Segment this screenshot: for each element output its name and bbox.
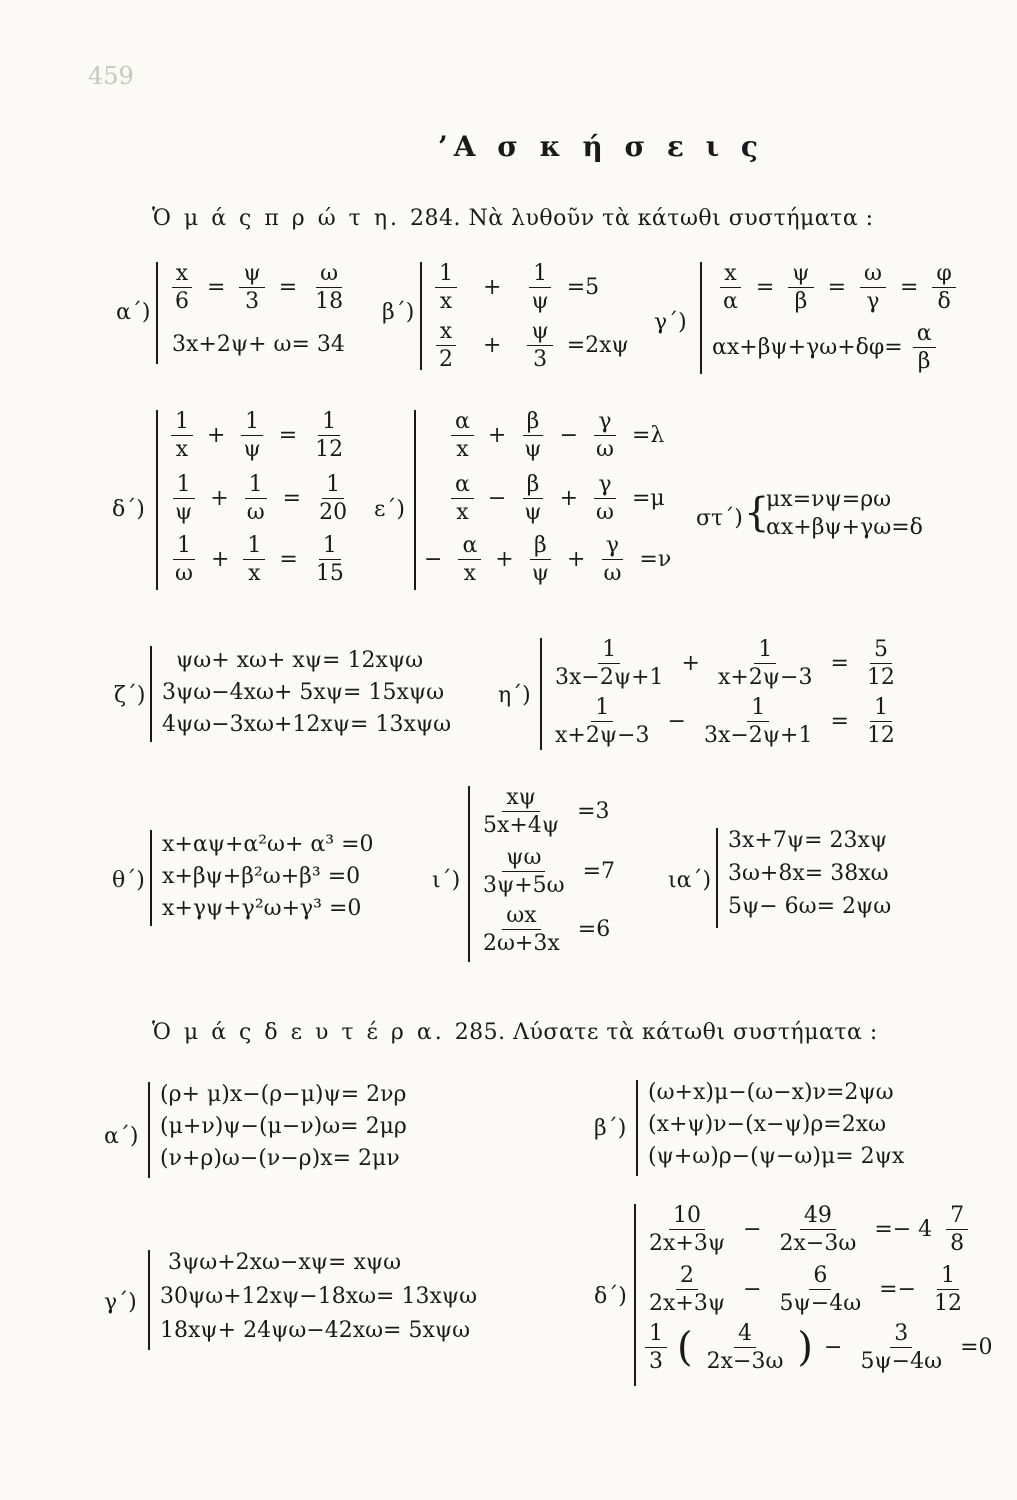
equation-g2: αx+βψ+γω+δφ= $\frac{\alpha}{\beta}$	[712, 322, 939, 373]
equation-ia1: 3x+7ψ= 23xψ	[728, 828, 888, 853]
equation-ia3: 5ψ− 6ω= 2ψω	[728, 894, 892, 919]
equation-z1: ψω+ xω+ xψ= 12xψω	[176, 648, 424, 673]
label-i: ι΄)	[432, 868, 461, 893]
equation-a21: (ρ+ μ)x−(ρ−μ)ψ= 2νρ	[160, 1082, 407, 1107]
label-g: γ΄)	[654, 310, 687, 335]
equation-e3: − $\frac{\alpha}{x}$ + $\frac{\beta}{\psi}$ + $\frac{\gamma}{\omega}$ =ν	[424, 533, 672, 587]
equation-b23: (ψ+ω)ρ−(ψ−ω)μ= 2ψx	[648, 1144, 905, 1169]
equation-a23: (ν+ρ)ω−(ν−ρ)x= 2μν	[160, 1146, 400, 1171]
group-two-label: Ὁ μ ά ς δ ε υ τ έ ρ α.	[152, 1020, 445, 1045]
system-th	[150, 830, 422, 926]
equation-h2: $\frac{1}{x+2\psi-3}$ − $\frac{1}{3x-2\psi+1}$ = $\frac{1}{12}$	[555, 695, 895, 749]
system-b	[420, 261, 629, 373]
label-h: η΄)	[498, 683, 531, 708]
section-heading: ’Α σ κ ή σ ε ι ς	[438, 130, 764, 163]
equation-z2: 3ψω−4xω+ 5xψ= 15xψω	[162, 680, 445, 705]
label-z: ζ΄)	[114, 683, 146, 708]
equation-e2: $\frac{\alpha}{x}$ − $\frac{\beta}{\psi}$ + $\frac{\gamma}{\omega}$ =μ	[448, 473, 669, 524]
system-b2	[636, 1080, 948, 1176]
equation-st2: αx+βψ+γω=δ	[766, 515, 923, 540]
system-ia	[716, 828, 928, 928]
group-one-label: Ὁ μ ά ς π ρ ώ τ η.	[152, 206, 401, 231]
equation-i2: $\frac{\psi\omega}{3\psi+5\omega}$ =7	[483, 845, 616, 899]
label-b: β΄)	[382, 300, 415, 325]
equation-d23: $\frac{1}{3}$ ( $\frac{4}{2x-3\omega}$ ) − $\frac{3}{5\psi-4\omega}$ =0	[642, 1322, 997, 1373]
equation-h1: $\frac{1}{3x-2\psi+1}$ + $\frac{1}{x+2\psi-3}$ = $\frac{5}{12}$	[555, 637, 895, 691]
equation-st1: μx=νψ=ρω	[766, 487, 892, 512]
system-g2	[148, 1250, 480, 1350]
equation-b22: (x+ψ)ν−(x−ψ)ρ=2xω	[648, 1112, 887, 1137]
system-d2	[634, 1203, 993, 1386]
equation-b2: $\frac{x}{2}$ + $\frac{\psi}{3}$ =2xψ	[432, 320, 633, 371]
equation-d3: $\frac{1}{\omega}$ + $\frac{1}{x}$ = $\frac{1}{15}$	[168, 534, 351, 585]
equation-d1: $\frac{1}{x}$ + $\frac{1}{\psi}$ = $\frac{1}{12}$	[168, 410, 350, 461]
equation-b1: $\frac{1}{x}$ + $\frac{1}{\psi}$ =5	[432, 262, 603, 313]
equation-i1: $\frac{x\psi}{5x+4\psi}$ =3	[483, 785, 610, 839]
label-st: στ΄)	[696, 506, 743, 531]
label-e: ε΄)	[374, 497, 405, 522]
system-g	[700, 262, 977, 374]
equation-g1: $\frac{x}{\alpha}$ = $\frac{\psi}{\beta}$ = $\frac{\omega}{\gamma}$ = $\frac{\varphi}{\delta}$	[716, 262, 959, 313]
equation-th1: x+αψ+α²ω+ α³ =0	[162, 832, 374, 857]
equation-th2: x+βψ+β²ω+β³ =0	[162, 864, 361, 889]
equation-b21: (ω+x)μ−(ω−x)ν=2ψω	[648, 1080, 894, 1105]
label-a2: α΄)	[104, 1124, 139, 1149]
label-ia: ια΄)	[668, 868, 712, 893]
brace-st: {	[744, 490, 770, 536]
equation-d22: $\frac{2}{2x+3\psi}$ − $\frac{6}{5\psi-4\omega}$ =− $\frac{1}{12}$	[649, 1263, 963, 1317]
equation-z3: 4ψω−3xω+12xψ= 13xψω	[162, 712, 452, 737]
equation-a22: (μ+ν)ψ−(μ−ν)ω= 2μρ	[160, 1114, 407, 1139]
group-one-header	[152, 206, 874, 231]
label-d: δ΄)	[112, 497, 145, 522]
system-h	[540, 637, 895, 750]
system-i	[468, 786, 670, 962]
system-a2	[148, 1082, 460, 1178]
equation-g22: 30ψω+12xψ−18xω= 13xψω	[160, 1284, 478, 1309]
page-number: 459	[88, 62, 134, 90]
system-d	[156, 410, 373, 590]
equation-ia2: 3ω+8x= 38xω	[728, 861, 889, 886]
equation-th3: x+γψ+γ²ω+γ³ =0	[162, 896, 362, 921]
system-e	[414, 410, 686, 590]
group-two-text: 285. Λύσατε τὰ κάτωθι συστήματα :	[454, 1020, 878, 1045]
equation-d2: $\frac{1}{\psi}$ + $\frac{1}{\omega}$ = $\frac{1}{20}$	[168, 473, 354, 524]
equation-d21: $\frac{10}{2x+3\psi}$ − $\frac{49}{2x-3\omega}$ =− 4 $\frac{7}{8}$	[642, 1204, 971, 1255]
equation-g23: 18xψ+ 24ψω−42xω= 5xψω	[160, 1318, 471, 1343]
label-d2: δ΄)	[594, 1284, 627, 1309]
equation-g21: 3ψω+2xω−xψ= xψω	[168, 1250, 402, 1275]
label-g2: γ΄)	[104, 1290, 137, 1315]
system-z	[150, 646, 492, 742]
system-a	[156, 262, 378, 364]
group-one-text: 284. Νὰ λυθοῦν τὰ κάτωθι συστήματα :	[410, 206, 874, 231]
equation-a1: $\frac{x}{6}$ = $\frac{\psi}{3}$ = $\frac{\omega}{18}$	[168, 262, 350, 313]
label-a: α΄)	[116, 300, 151, 325]
equation-e1: $\frac{\alpha}{x}$ + $\frac{\beta}{\psi}$ − $\frac{\gamma}{\omega}$ =λ	[448, 410, 668, 461]
group-two-header	[152, 1020, 878, 1045]
label-th: θ΄)	[112, 868, 145, 893]
label-b2: β΄)	[594, 1116, 627, 1141]
equation-i3: $\frac{\omega x}{2\omega+3x}$ =6	[483, 903, 611, 957]
equation-a2: 3x+2ψ+ ω= 34	[172, 332, 345, 357]
